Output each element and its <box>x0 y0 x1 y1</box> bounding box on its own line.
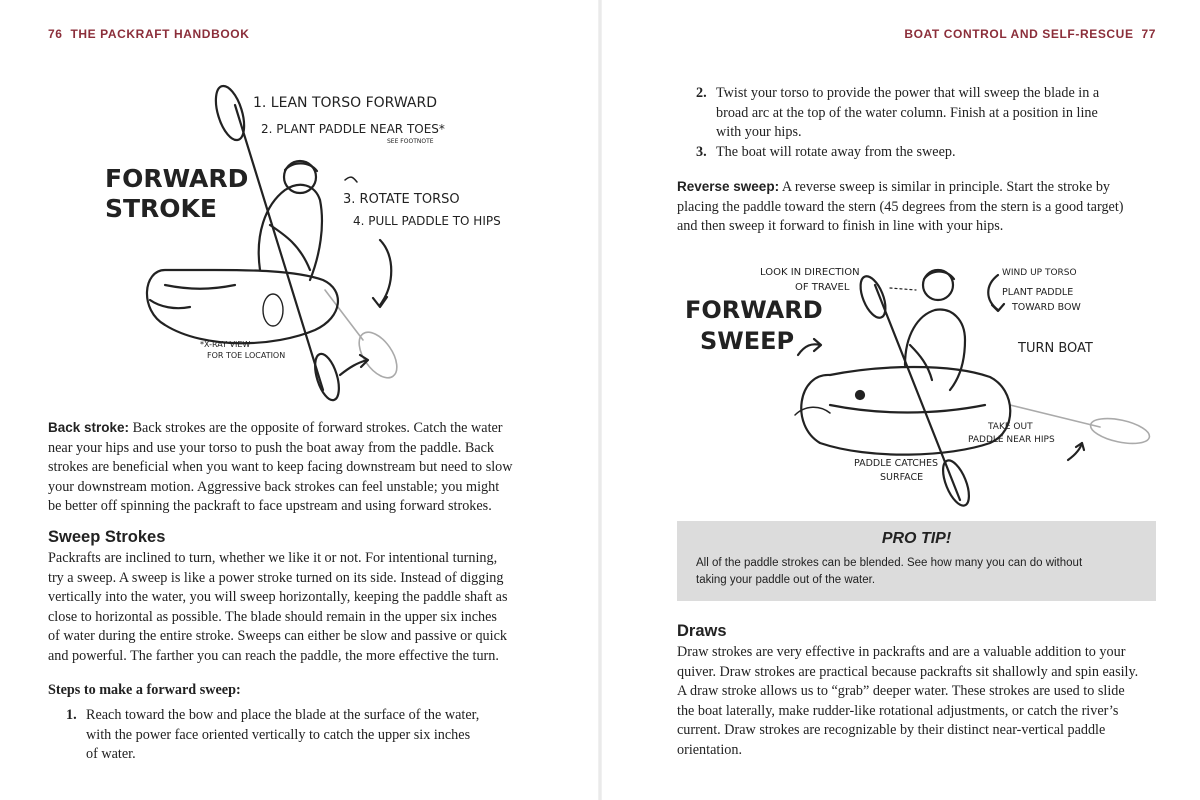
draws-line: A draw stroke allows us to “grab” deeper water. These strokes are used to slide <box>677 683 1125 699</box>
packraft-drawing <box>147 270 338 343</box>
draws-line: quiver. Draw strokes are practical because packrafts sit shallowly and spin easily. <box>677 663 1139 680</box>
book-gutter <box>598 0 602 800</box>
pro-tip-body <box>696 555 1146 589</box>
sweep-line: try a sweep. A sweep is like a power stroke turned on its side. Instead of digging <box>48 569 504 586</box>
step-3 <box>696 143 1166 163</box>
forward-stroke-illustration <box>95 85 525 405</box>
label-plant-paddle-bow: PLANT PADDLE <box>1002 287 1074 298</box>
reverse-sweep-lead: Reverse sweep: <box>677 179 780 194</box>
label-of-travel: OF TRAVEL <box>795 282 850 293</box>
left-page-number: 76 <box>48 27 63 41</box>
label-turn-boat: TURN BOAT <box>1018 341 1093 356</box>
back-stroke-line: near your hips and use your torso to push the boat away from the paddle. Back <box>48 439 495 456</box>
sweep-strokes-paragraph <box>48 549 568 666</box>
reverse-sweep-paragraph <box>677 177 1167 237</box>
pull-arrow-icon <box>340 360 367 375</box>
draws-heading: Draws <box>677 622 727 640</box>
rotate-arrow-icon <box>380 240 391 305</box>
label-wind-up-torso: WIND UP TORSO <box>1002 268 1077 278</box>
back-stroke-lead: Back stroke: <box>48 420 130 435</box>
step-2-line: with your hips. <box>716 124 802 140</box>
back-stroke-line: your downstream motion. Aggressive back strokes can feel unstable; you might <box>48 478 500 495</box>
back-stroke-line: be better off spinning the packraft to face upstream and using forward strokes. <box>48 498 492 514</box>
draws-line: Draw strokes are very effective in packrafts and are a valuable addition to your <box>677 644 1126 660</box>
pro-tip-box <box>677 521 1156 601</box>
forward-sweep-illustration <box>680 255 1160 510</box>
right-chapter-title: BOAT CONTROL AND SELF-RESCUE <box>904 27 1134 41</box>
paddler-drawing <box>259 185 322 280</box>
label-pull-paddle: 4. PULL PADDLE TO HIPS <box>353 214 501 228</box>
steps-heading: Steps to make a forward sweep: <box>48 682 241 698</box>
forward-sweep-title-1: FORWARD <box>685 296 823 324</box>
label-rotate-torso: 3. ROTATE TORSO <box>343 192 460 207</box>
label-paddle-catches: PADDLE CATCHES <box>854 458 939 469</box>
draws-paragraph <box>677 643 1167 760</box>
draws-line: current. Draw strokes are recognizable by their distinct near-vertical paddle <box>677 722 1106 738</box>
step-2-line: Twist your torso to provide the power that will sweep the blade in a <box>716 85 1100 101</box>
label-toward-bow: TOWARD BOW <box>1012 302 1081 313</box>
sweep-strokes-heading: Sweep Strokes <box>48 528 166 546</box>
label-plant-paddle: 2. PLANT PADDLE NEAR TOES* <box>261 122 445 136</box>
label-xray-view: *X-RAY VIEW <box>200 340 251 349</box>
draws-line: the boat laterally, make rudder-like rotational adjustments, or catch the river’s <box>677 702 1119 719</box>
left-book-title: THE PACKRAFT HANDBOOK <box>70 27 250 41</box>
draws-line: orientation. <box>677 741 743 758</box>
back-stroke-line: Back strokes are the opposite of forward strokes. Catch the water <box>129 420 503 436</box>
sweep-line: of water during the entire stroke. Sweeps can either be slow and passive or quick <box>48 628 507 644</box>
step-1 <box>66 706 536 765</box>
reverse-sweep-line: A reverse sweep is similar in principle. Start the stroke by <box>779 179 1111 195</box>
step-2-number: 2. <box>696 85 707 101</box>
forward-stroke-title-1: FORWARD <box>105 164 249 193</box>
label-see-footnote: SEE FOOTNOTE <box>387 138 434 145</box>
label-take-out: TAKE OUT <box>988 422 1033 432</box>
forward-sweep-title-2: SWEEP <box>700 327 795 355</box>
forward-stroke-title-2: STROKE <box>105 194 218 223</box>
step-3-number: 3. <box>696 144 707 160</box>
reverse-sweep-line: placing the paddle toward the stern (45 degrees from the stern is a good target) <box>677 198 1124 215</box>
sweep-line: vertically into the water, you will sweep horizontally, keeping the paddle shaft as <box>48 589 508 605</box>
back-stroke-paragraph <box>48 418 568 517</box>
sweep-line: Packrafts are inclined to turn, whether we like it or not. For intentional turning, <box>48 550 498 566</box>
label-look-direction: LOOK IN DIRECTION <box>760 267 860 278</box>
left-running-header <box>48 27 249 41</box>
step-1-line: with the power face oriented vertically to catch the upper six inches <box>86 726 471 743</box>
pro-tip-title: PRO TIP! <box>881 530 952 547</box>
sweep-line: close to horizontal as possible. The blade should remain in the upper six inches <box>48 608 497 625</box>
step-2 <box>696 84 1166 143</box>
pro-tip-line: taking your paddle out of the water. <box>696 574 876 586</box>
pro-tip-line: All of the paddle strokes can be blended. See how many you can do without <box>696 557 1083 569</box>
right-running-header <box>904 27 1156 41</box>
step-1-line: Reach toward the bow and place the blade at the surface of the water, <box>86 707 480 723</box>
label-paddle-near-hips: PADDLE NEAR HIPS <box>968 435 1055 445</box>
right-page-number: 77 <box>1141 27 1156 41</box>
step-1-number: 1. <box>66 707 77 723</box>
step-2-line: broad arc at the top of the water column. Finish at a position in line <box>716 104 1098 121</box>
back-stroke-line: strokes are beneficial when you want to keep facing downstream but need to slow <box>48 459 513 475</box>
step-1-line: of water. <box>86 746 136 762</box>
step-3-line: The boat will rotate away from the sweep. <box>716 144 956 160</box>
label-toe-location: FOR TOE LOCATION <box>207 351 286 360</box>
reverse-sweep-line: and then sweep it forward to finish in line with your hips. <box>677 218 1004 234</box>
label-lean-torso: 1. LEAN TORSO FORWARD <box>253 95 438 111</box>
label-surface: SURFACE <box>880 472 924 483</box>
sweep-line: and powerful. The farther you can reach the paddle, the more effective the turn. <box>48 647 499 664</box>
